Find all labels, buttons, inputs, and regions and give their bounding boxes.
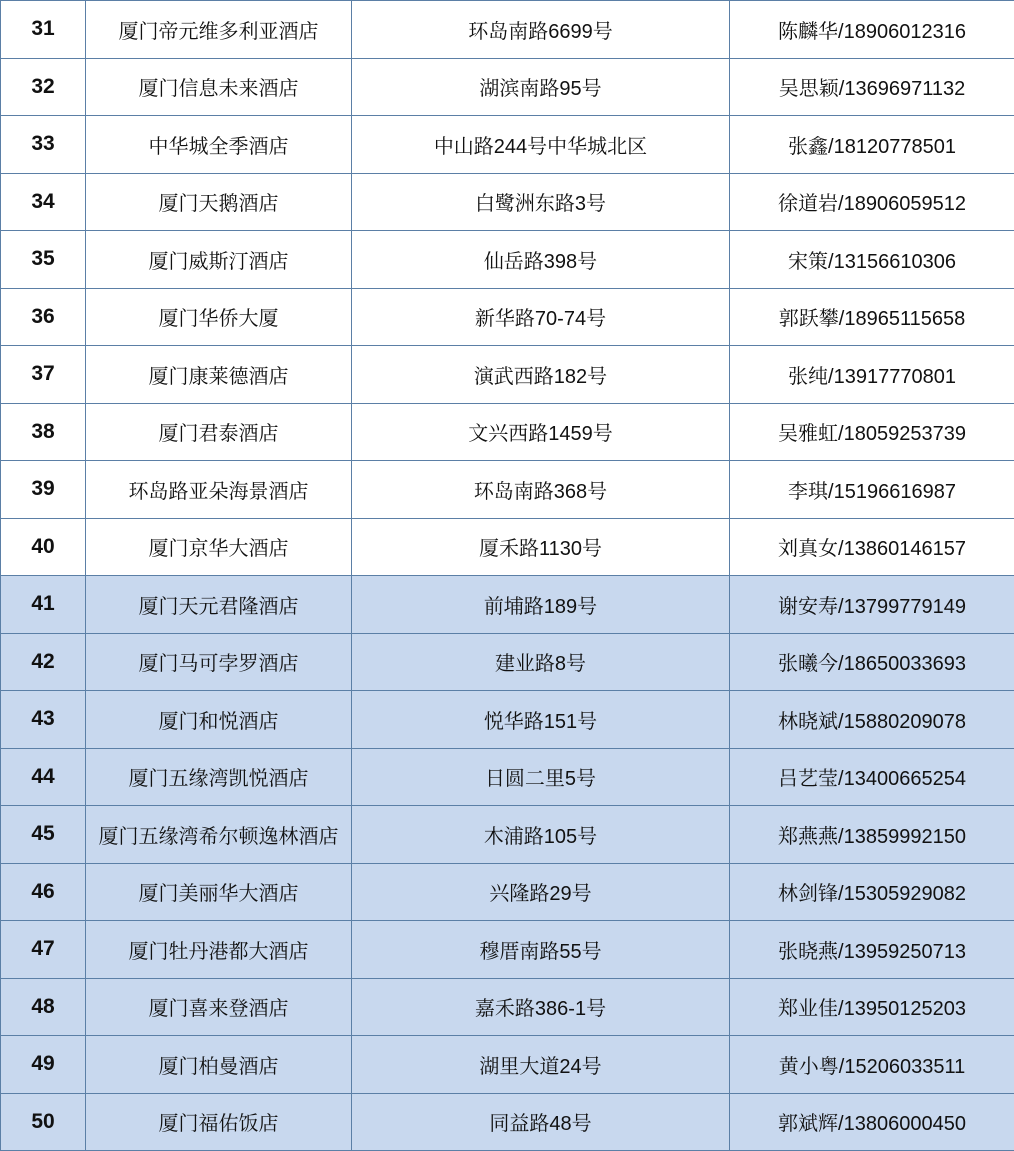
cell-index: 35 <box>1 231 86 289</box>
cell-hotel-name: 厦门和悦酒店 <box>86 691 352 749</box>
cell-address: 仙岳路398号 <box>352 231 730 289</box>
cell-hotel-name: 中华城全季酒店 <box>86 116 352 174</box>
cell-hotel-name: 厦门福佑饭店 <box>86 1093 352 1151</box>
cell-index: 32 <box>1 58 86 116</box>
cell-index: 39 <box>1 461 86 519</box>
cell-index: 46 <box>1 863 86 921</box>
cell-hotel-name: 厦门美丽华大酒店 <box>86 863 352 921</box>
cell-address: 白鹭洲东路3号 <box>352 173 730 231</box>
table-row <box>1 231 1014 289</box>
cell-index: 50 <box>1 1093 86 1151</box>
cell-hotel-name: 厦门牡丹港都大酒店 <box>86 921 352 979</box>
cell-contact: 陈麟华/18906012316 <box>730 1 1014 59</box>
cell-contact: 林剑锋/15305929082 <box>730 863 1014 921</box>
cell-address: 日圆二里5号 <box>352 748 730 806</box>
cell-address: 中山路244号中华城北区 <box>352 116 730 174</box>
cell-address: 新华路70-74号 <box>352 288 730 346</box>
cell-address: 前埔路189号 <box>352 576 730 634</box>
cell-address: 兴隆路29号 <box>352 863 730 921</box>
cell-index: 40 <box>1 518 86 576</box>
cell-contact: 徐道岩/18906059512 <box>730 173 1014 231</box>
cell-index: 36 <box>1 288 86 346</box>
table-row <box>1 116 1014 174</box>
cell-hotel-name: 厦门威斯汀酒店 <box>86 231 352 289</box>
cell-contact: 吴雅虹/18059253739 <box>730 403 1014 461</box>
cell-address: 穆厝南路55号 <box>352 921 730 979</box>
hotel-list-body <box>1 1 1014 1151</box>
table-row <box>1 576 1014 634</box>
cell-address: 湖里大道24号 <box>352 1036 730 1094</box>
table-row <box>1 58 1014 116</box>
cell-contact: 李琪/15196616987 <box>730 461 1014 519</box>
cell-hotel-name: 厦门喜来登酒店 <box>86 978 352 1036</box>
cell-index: 42 <box>1 633 86 691</box>
table-row <box>1 633 1014 691</box>
cell-contact: 黄小粤/15206033511 <box>730 1036 1014 1094</box>
cell-contact: 张纯/13917770801 <box>730 346 1014 404</box>
cell-contact: 郑业佳/13950125203 <box>730 978 1014 1036</box>
table-row <box>1 1 1014 59</box>
cell-hotel-name: 环岛路亚朵海景酒店 <box>86 461 352 519</box>
table-row <box>1 863 1014 921</box>
cell-hotel-name: 厦门五缘湾凯悦酒店 <box>86 748 352 806</box>
cell-hotel-name: 厦门五缘湾希尔顿逸林酒店 <box>86 806 352 864</box>
cell-hotel-name: 厦门天鹅酒店 <box>86 173 352 231</box>
cell-contact: 郭斌辉/13806000450 <box>730 1093 1014 1151</box>
table-row <box>1 748 1014 806</box>
cell-index: 47 <box>1 921 86 979</box>
table-row <box>1 1093 1014 1151</box>
cell-contact: 张鑫/18120778501 <box>730 116 1014 174</box>
cell-index: 48 <box>1 978 86 1036</box>
cell-index: 41 <box>1 576 86 634</box>
cell-address: 演武西路182号 <box>352 346 730 404</box>
cell-address: 厦禾路1130号 <box>352 518 730 576</box>
cell-hotel-name: 厦门君泰酒店 <box>86 403 352 461</box>
table-row <box>1 1036 1014 1094</box>
cell-index: 43 <box>1 691 86 749</box>
cell-index: 49 <box>1 1036 86 1094</box>
cell-index: 37 <box>1 346 86 404</box>
cell-index: 31 <box>1 1 86 59</box>
cell-contact: 郑燕燕/13859992150 <box>730 806 1014 864</box>
table-row <box>1 518 1014 576</box>
table-row <box>1 921 1014 979</box>
table-row <box>1 288 1014 346</box>
cell-hotel-name: 厦门华侨大厦 <box>86 288 352 346</box>
cell-hotel-name: 厦门京华大酒店 <box>86 518 352 576</box>
cell-address: 环岛南路368号 <box>352 461 730 519</box>
table-row <box>1 461 1014 519</box>
cell-hotel-name: 厦门帝元维多利亚酒店 <box>86 1 352 59</box>
cell-address: 环岛南路6699号 <box>352 1 730 59</box>
cell-hotel-name: 厦门天元君隆酒店 <box>86 576 352 634</box>
cell-address: 木浦路105号 <box>352 806 730 864</box>
cell-contact: 吴思颖/13696971132 <box>730 58 1014 116</box>
cell-index: 38 <box>1 403 86 461</box>
table-row <box>1 173 1014 231</box>
cell-contact: 吕艺莹/13400665254 <box>730 748 1014 806</box>
cell-index: 33 <box>1 116 86 174</box>
table-row <box>1 806 1014 864</box>
table-row <box>1 691 1014 749</box>
cell-hotel-name: 厦门康莱德酒店 <box>86 346 352 404</box>
cell-hotel-name: 厦门信息未来酒店 <box>86 58 352 116</box>
cell-contact: 谢安寿/13799779149 <box>730 576 1014 634</box>
cell-contact: 宋策/13156610306 <box>730 231 1014 289</box>
cell-address: 同益路48号 <box>352 1093 730 1151</box>
cell-hotel-name: 厦门马可孛罗酒店 <box>86 633 352 691</box>
cell-contact: 林晓斌/15880209078 <box>730 691 1014 749</box>
cell-index: 44 <box>1 748 86 806</box>
cell-contact: 郭跃攀/18965115658 <box>730 288 1014 346</box>
cell-contact: 刘真女/13860146157 <box>730 518 1014 576</box>
cell-address: 湖滨南路95号 <box>352 58 730 116</box>
table-row <box>1 346 1014 404</box>
table-row <box>1 978 1014 1036</box>
cell-contact: 张曦今/18650033693 <box>730 633 1014 691</box>
table-row <box>1 403 1014 461</box>
cell-address: 文兴西路1459号 <box>352 403 730 461</box>
cell-address: 嘉禾路386-1号 <box>352 978 730 1036</box>
cell-hotel-name: 厦门柏曼酒店 <box>86 1036 352 1094</box>
cell-address: 悦华路151号 <box>352 691 730 749</box>
cell-index: 34 <box>1 173 86 231</box>
cell-index: 45 <box>1 806 86 864</box>
cell-address: 建业路8号 <box>352 633 730 691</box>
cell-contact: 张晓燕/13959250713 <box>730 921 1014 979</box>
